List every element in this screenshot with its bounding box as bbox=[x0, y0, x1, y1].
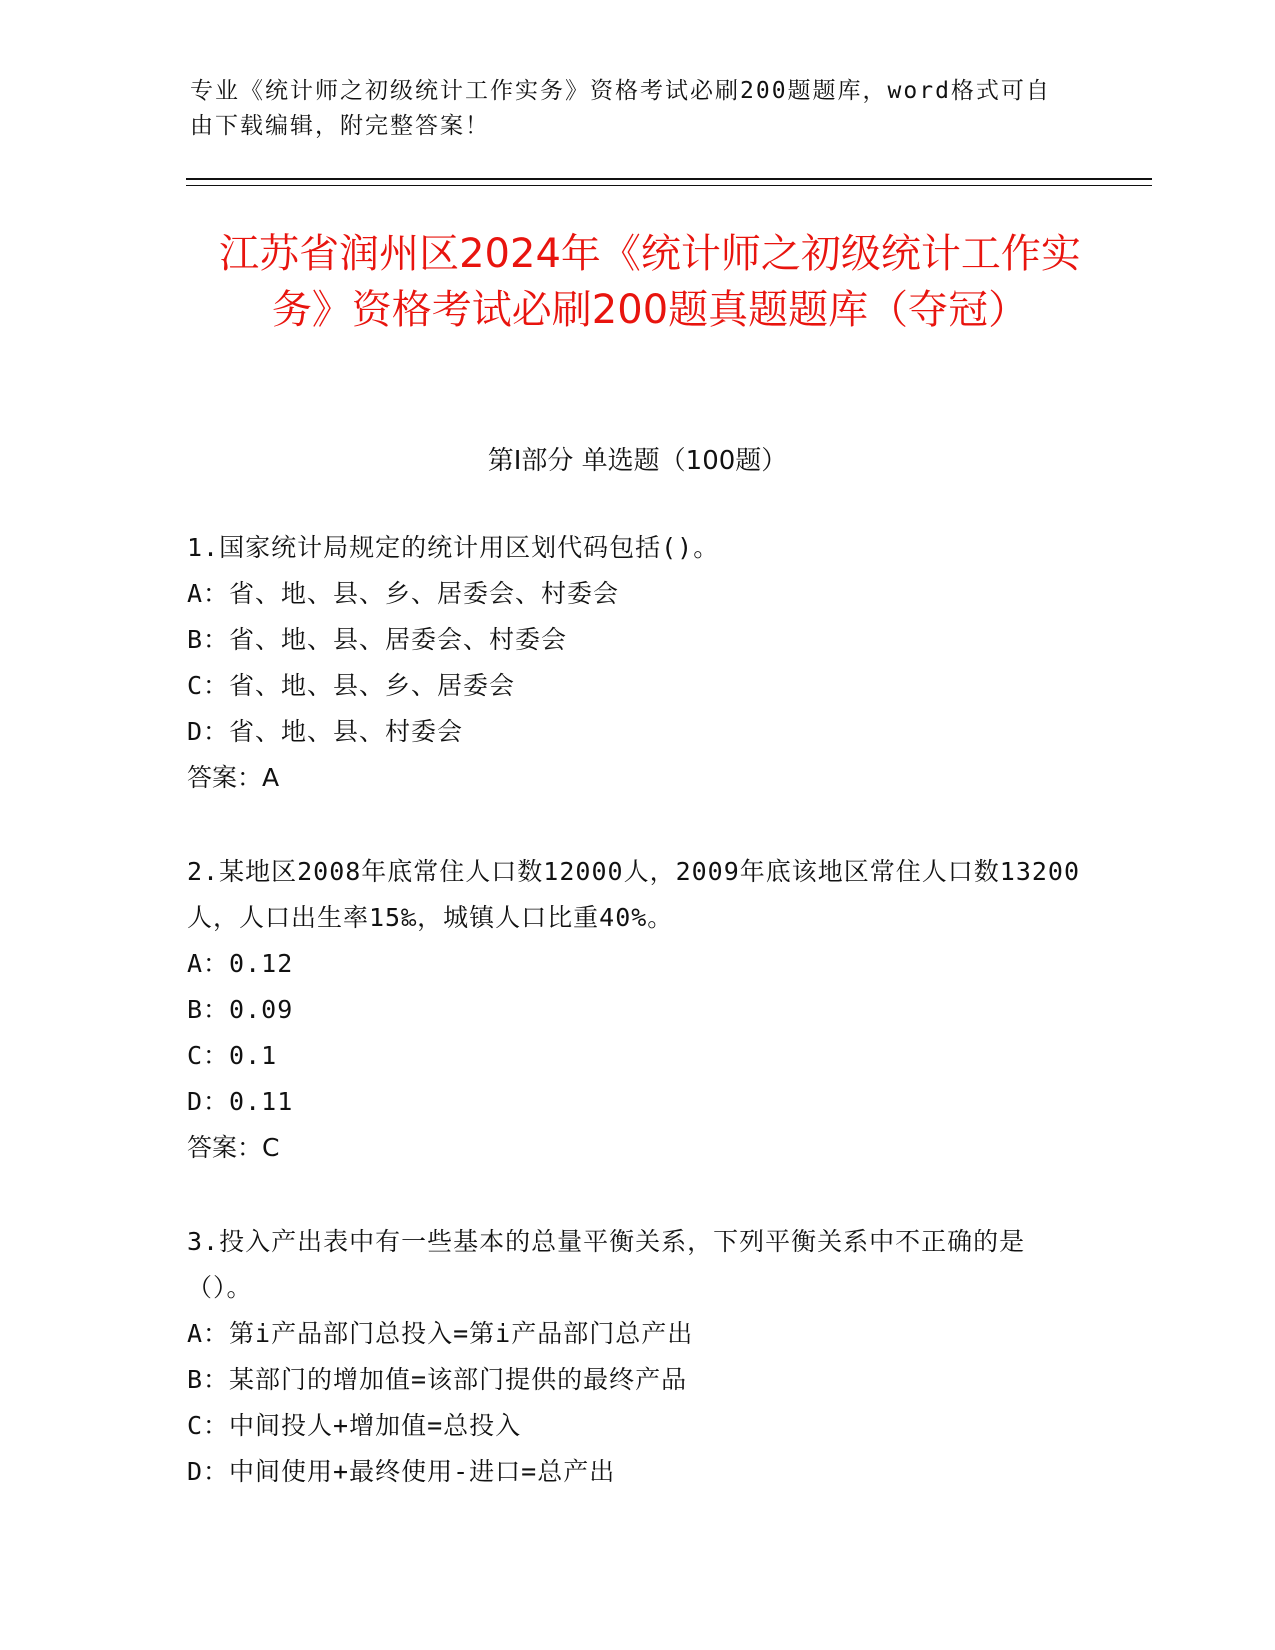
header-rule-thin bbox=[186, 185, 1152, 186]
option-c: C：0.1 bbox=[187, 1041, 278, 1070]
section-heading: 第Ⅰ部分 单选题（100题） bbox=[487, 446, 788, 476]
answer: 答案：A bbox=[187, 763, 280, 792]
option-d: D：0.11 bbox=[187, 1087, 294, 1116]
header-note: 专业《统计师之初级统计工作实务》资格考试必刷200题题库，word格式可自由下载编辑，附完整答案！ bbox=[190, 78, 1051, 139]
question-3 bbox=[187, 1219, 1087, 1495]
question-stem: 2.某地区2008年底常住人口数12000人，2009年底该地区常住人口数13200人，人口出生率15‰，城镇人口比重40%。 bbox=[187, 857, 1081, 932]
option-d: D：省、地、县、村委会 bbox=[187, 717, 464, 746]
question-1 bbox=[187, 525, 1087, 801]
option-a: A：第i产品部门总投入=第i产品部门总产出 bbox=[187, 1319, 694, 1348]
option-a: A：0.12 bbox=[187, 949, 294, 978]
option-a: A：省、地、县、乡、居委会、村委会 bbox=[187, 579, 620, 608]
header-rule-thick bbox=[186, 178, 1152, 180]
question-stem: 3.投入产出表中有一些基本的总量平衡关系，下列平衡关系中不正确的是（）。 bbox=[187, 1227, 1026, 1302]
question-2 bbox=[187, 849, 1087, 1171]
document-title: 江苏省润州区2024年《统计师之初级统计工作实务》资格考试必刷200题真题题库（夺冠） bbox=[219, 231, 1081, 333]
option-b: B：0.09 bbox=[187, 995, 294, 1024]
option-d: D：中间使用+最终使用-进口=总产出 bbox=[187, 1457, 616, 1486]
question-stem: 1.国家统计局规定的统计用区划代码包括()。 bbox=[187, 533, 720, 562]
question-list bbox=[187, 525, 1087, 1543]
answer: 答案：C bbox=[187, 1133, 280, 1162]
option-b: B：省、地、县、居委会、村委会 bbox=[187, 625, 568, 654]
option-c: C：省、地、县、乡、居委会 bbox=[187, 671, 516, 700]
option-c: C：中间投人+增加值=总投入 bbox=[187, 1411, 522, 1440]
option-b: B：某部门的增加值=该部门提供的最终产品 bbox=[187, 1365, 688, 1394]
